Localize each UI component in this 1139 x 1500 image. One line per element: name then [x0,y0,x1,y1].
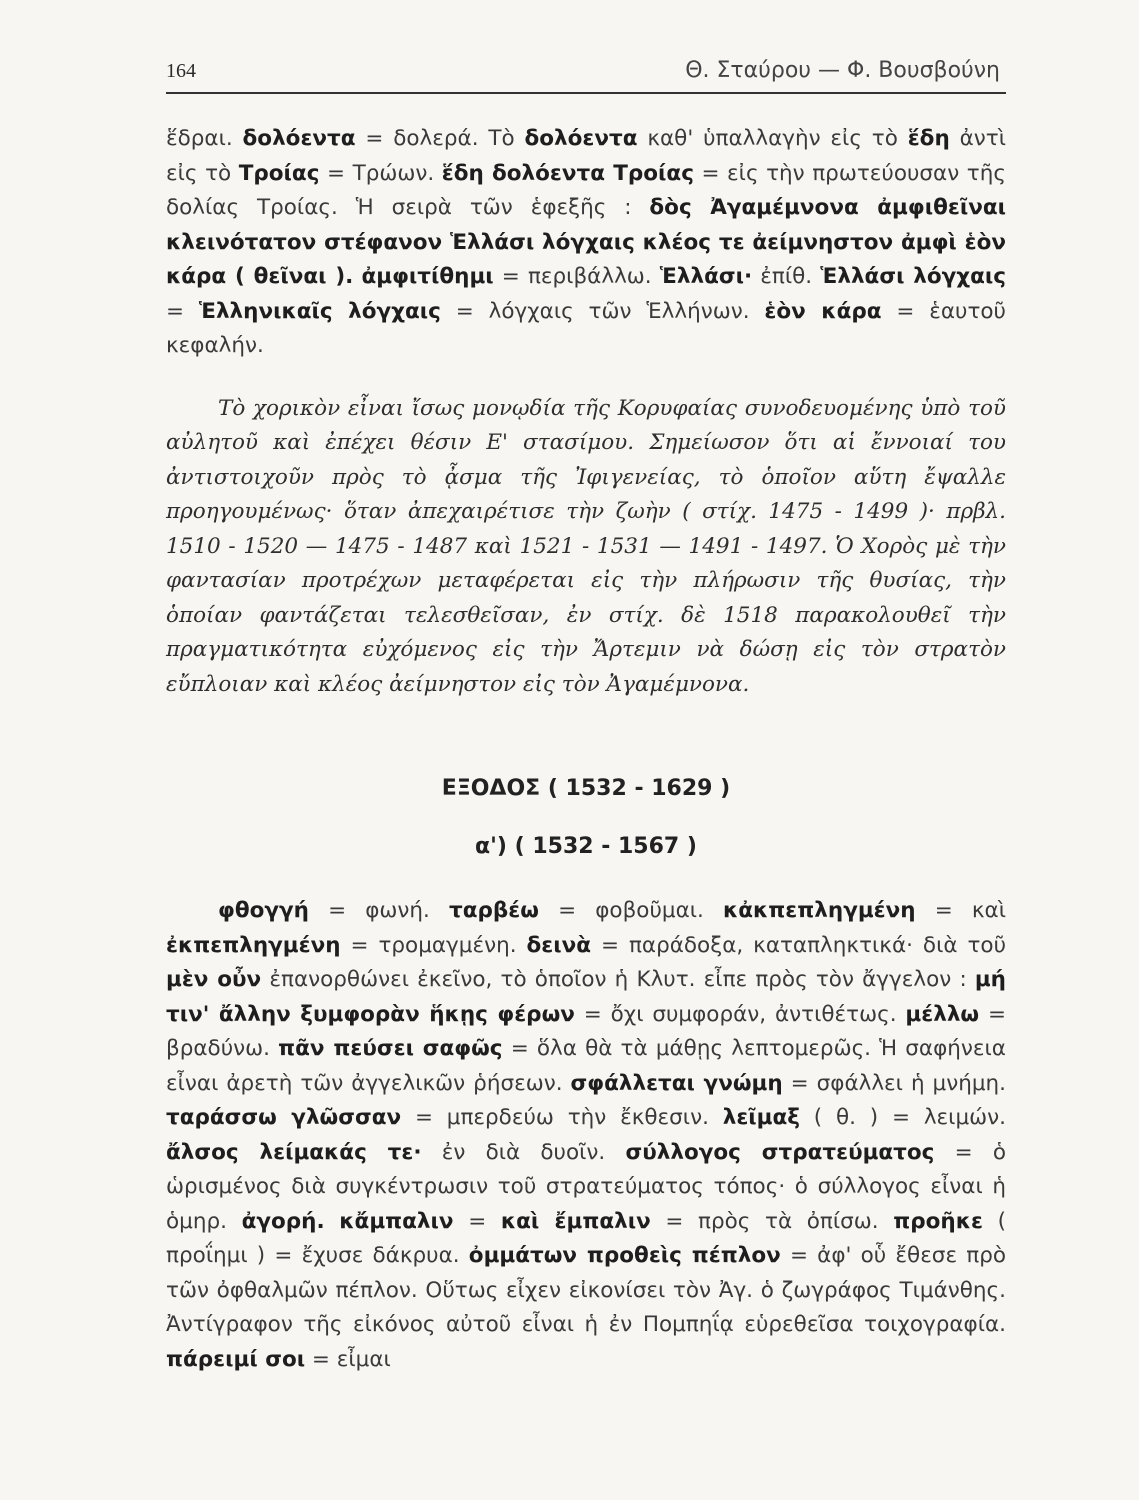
lemma: ὀμμάτων προθεὶς πέπλον [468,1243,781,1268]
text-run [325,1209,340,1234]
lemma: δεινὰ [526,932,592,958]
text-run: ( προΐημι ) = ἔχυσε δάκρυα. [166,1208,1006,1268]
lemma: μέλλω [905,1001,980,1027]
text-run: ἕδραι. [166,126,243,151]
spacer [166,870,1006,894]
lemma: ἀγορή. [241,1208,325,1234]
text-run: = λόγχαις τῶν Ἑλλήνων. [440,298,765,324]
lemma: πάρειμί σοι [166,1346,306,1372]
text-run: = ὁ ὡρισμένος διὰ συγκέντρωσιν τοῦ στρατεύματος τόπος· ὁ σύλλογος εἶναι ἡ ὁμηρ. [166,1139,1007,1234]
lemma: ἕδη δολόεντα Τροίας [441,160,694,186]
commentary-paragraph-3 [166,894,1006,1377]
lemma: Ἑλλάσι· [659,264,753,289]
text-run: = Τρώων. [319,160,442,186]
lemma: δολόεντα [524,126,638,151]
text-run: ἐν διὰ δυοῖν. [421,1139,626,1165]
text-run: = εἰς τὴν πρωτεύουσαν τῆς δολίας Τροίας. Ἡ σειρὰ τῶν ἑφεξῆς : [166,160,1006,220]
spacer [166,364,1006,392]
lemma: κἄμπαλιν [339,1208,454,1234]
text-run: ἐπανορθώνει ἐκεῖνο, τὸ ὁποῖον ἡ Κλυτ. εἶπε πρὸς τὸν ἄγγελον : [261,967,975,992]
commentary-paragraph-1 [166,122,1006,364]
text-run: = φοβοῦμαι. [538,898,723,923]
lemma: ταράσσω γλῶσσαν [166,1105,402,1130]
lemma: ἐκπεπληγμένη [166,932,341,958]
text-run: = καὶ [915,898,1006,923]
lemma: δολόεντα [242,126,356,151]
text-run: = βραδύνω. [166,1001,1006,1061]
text-run: = ἀφ' οὗ ἔθεσε πρὸ τῶν ὀφθαλμῶν πέπλον. Οὕτως εἶχεν εἰκονίσει τὸν Ἀγ. ὁ ζωγράφος Τιμάνθης. Ἀντίγραφον τῆς εἰκόνος αὐτοῦ εἶναι ἡ ἐν Πομπηΐᾳ εὑρεθεῖσα τοιχογραφία. [166,1243,1006,1337]
lemma: Ἑλληνικαῖς λόγχαις [198,298,441,324]
text-run: = δολερά. Τὸ [355,126,525,151]
lemma: σφάλλεται γνώμη [570,1070,783,1096]
text-run: = μπερδεύω τὴν ἔκθεσιν. [401,1105,723,1130]
lemma: καὶ ἔμπαλιν [500,1208,651,1234]
text-run: = εἶμαι [305,1346,391,1372]
running-title: Θ. Σταύρου — Φ. Βουσβούνη [685,58,1000,83]
text-run: = πρὸς τὰ ὀπίσω. [650,1208,894,1234]
text-run: ( θ. ) = λειμών. [799,1105,1006,1130]
commentary-paragraph-2: Τὸ χορικὸν εἶναι ἴσως μονῳδία τῆς Κορυφαίας συνοδευομένης ὑπὸ τοῦ αὐλητοῦ καὶ ἐπέχει θέσιν Ε' στασίμου. Σημείωσον ὅτι αἱ ἔννοιαί του ἀντιστοιχοῦν πρὸς τὸ ᾆσμα τῆς Ἰφιγενείας, τὸ ὁποῖον αὕτη ἔψαλλε προηγουμένως· ὅταν ἀπεχαιρέτισε τὴν ζωὴν ( στίχ. 1475 - 1499 )· πρβλ. 1510 - 1520 — 1475 - 1487 καὶ 1521 - 1531 — 1491 - 1497. Ὁ Χορὸς μὲ τὴν φαντασίαν προτρέχων μεταφέρεται εἰς τὴν πλήρωσιν τῆς θυσίας, τὴν ὁποίαν φαντάζεται τελεσθεῖσαν, ἐν στίχ. δὲ 1518 παρακολουθεῖ τὴν πραγματικότητα εὐχόμενος εἰς τὴν Ἄρτεμιν νὰ δώσῃ εἰς τὸν στρατὸν εὔπλοιαν καὶ κλέος ἀείμνηστον εἰς τὸν Ἀγαμέμνονα. [166,395,1006,697]
lemma: λεῖμαξ [722,1105,800,1130]
lemma: κἀκπεπληγμένη [722,898,916,923]
lemma: προῆκε [893,1208,983,1234]
text-run: = φωνή. [308,898,450,923]
lemma: μή τιν' ἄλλην ξυμφορὰν ἥκῃς φέρων [166,967,1006,1027]
text-run: = ὅλα θὰ τὰ μάθῃς λεπτομερῶς. Ἡ σαφήνεια εἶναι ἀρετὴ τῶν ἀγγελικῶν ῥήσεων. [166,1036,1006,1096]
section-title: ΕΞΟΔΟΣ ( 1532 - 1629 ) [441,776,731,801]
subsection-title: α') ( 1532 - 1567 ) [475,834,697,859]
lemma: Τροίας [238,160,320,186]
text-run: ἐπίθ. [752,264,821,289]
text-run: ἀντὶ εἰς τὸ [166,126,1006,186]
text-run: = ὄχι συμφοράν, ἀντιθέτως. [574,1001,906,1027]
text-run: = τρομαγμένη. [340,932,527,958]
lemma: μὲν οὖν [166,967,262,992]
text-run: = [453,1208,501,1234]
lemma: δὸς Ἀγαμέμνονα ἀμφιθεῖναι κλεινότατον στέφανον Ἑλλάσι λόγχαις κλέος τε ἀείμνηστον ἀμφὶ ἑὸν κάρα ( θεῖναι ). [166,195,1006,289]
lemma: ταρβέω [449,898,539,923]
lemma: ἑὸν κάρα [764,298,882,324]
text-run: = σφάλλει ἡ μνήμη. [782,1070,1007,1096]
text-run: = περιβάλλω. [493,264,660,289]
lemma: φθογγή [218,898,309,923]
page-body [166,122,1006,1377]
lemma: πᾶν πεύσει σαφῶς [278,1036,503,1061]
lemma: Ἑλλάσι λόγχαις [820,264,1007,289]
lemma: σύλλογος στρατεύματος [625,1139,935,1165]
lemma: ἕδη [907,126,950,151]
text-run: καθ' ὑπαλλαγὴν εἰς τὸ [637,126,908,151]
text-run: = ἑαυτοῦ κεφαλήν. [166,298,1006,358]
lemma: ἀμφιτίθημι [361,264,494,289]
page-number: 164 [166,60,196,82]
page-header [166,58,1006,94]
text-run: = παράδοξα, καταπληκτικά· διὰ τοῦ [591,932,1007,958]
text-run: = [166,298,199,324]
lemma: ἄλσος λείμακάς τε· [166,1139,422,1165]
